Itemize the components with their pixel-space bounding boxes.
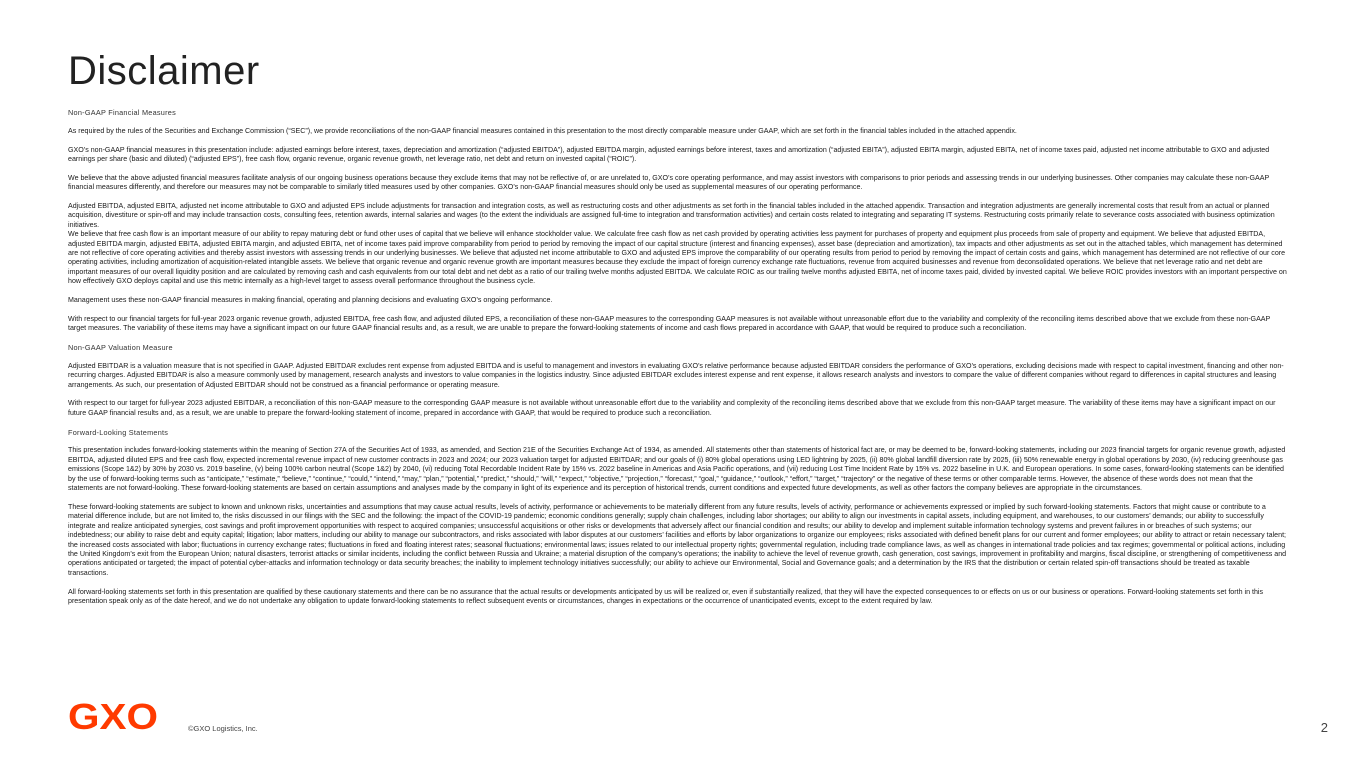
paragraph: As required by the rules of the Securities and Exchange Commission (“SEC”), we provide reconciliations of the non-GAAP financial measures contained in this presentation to the most directly comparable measure under GAAP, which are set forth in the financial tables included in the attached appendix. <box>68 126 1017 135</box>
page-title: Disclaimer <box>68 49 260 93</box>
paragraph: We believe that free cash flow is an important measure of our ability to repay maturing debt or fund other uses of capital that we believe will enhance stockholder value. We calculate free cash flow as net cash provided by operating activities less payment for purchases of property and equipment plus proceeds from sale of property and equipment. We believe that adjusted EBITDA, adjusted EBITDA margin, adjusted EBITA, adjusted EBITA margin, and adjusted EBITA, net of income taxes paid improve comparability from period to period by removing the impact of our capital structure (interest and financing expenses), asset base (depreciation and amortization), tax impacts and other adjustments as set out in the attached tables, which management has determined are not reflective of core operating activities and thereby assist investors with assessing trends in our underlying businesses. We believe that adjusted net income attributable to GXO and adjusted EPS improve the comparability of our operating results from period to period by removing the impact of certain costs and gains, which management has determined are not reflective of our core operating activities, including amortization of acquisition-related intangible assets. We believe that organic revenue and organic revenue growth are important measures because they exclude the impact of foreign currency exchange rate fluctuations, revenue from acquired businesses and revenue from deconsolidated operations. We believe that net leverage ratio and net debt are important measures of our overall liquidity position and are calculated by removing cash and cash equivalents from our total debt and net debt as a ratio of our trailing twelve months adjusted EBITDA. We calculate ROIC as our trailing twelve months adjusted EBITA, net of income taxes paid, divided by invested capital. We believe ROIC provides investors with an important perspective on how effectively GXO deploys capital and use this metric internally as a high-level target to assess overall performance throughout the business cycle. <box>68 230 1287 286</box>
page-number: 2 <box>1320 720 1328 735</box>
logo-wordmark: GXO <box>68 701 158 731</box>
copyright-notice: ©GXO Logistics, Inc. <box>188 724 258 733</box>
section-heading-forward-looking-statements: Forward-Looking Statements <box>68 427 169 437</box>
paragraph: With respect to our financial targets for full-year 2023 organic revenue growth, adjusted EBITDA, free cash flow, and adjusted diluted EPS, a reconciliation of these non-GAAP measures to the corresponding GAAP measures is not available without unreasonable effort due to the variability and complexity of the reconciling items described above that we exclude from these non-GAAP target measures. The variability of these items may have a significant impact on our future GAAP financial results and, as a result, we are unable to prepare the forward-looking statements of income and cash flows prepared in accordance with GAAP, that would be required to produce such a reconciliation. <box>68 314 1271 333</box>
paragraph: GXO’s non-GAAP financial measures in this presentation include: adjusted earnings before interest, taxes, depreciation and amortization (“adjusted EBITDA”), adjusted EBITDA margin, adjusted earnings before interest, taxes and amortization (“adjusted EBITA”), adjusted EBITA margin, adjusted EBITA, net of income taxes paid, adjusted net income attributable to GXO and adjusted earnings per share (basic and diluted) (“adjusted EPS”), free cash flow, organic revenue, organic revenue growth, net leverage ratio, net debt and return on invested capital (“ROIC”). <box>68 145 1270 163</box>
paragraph: Management uses these non-GAAP financial measures in making financial, operating and planning decisions and evaluating GXO’s ongoing performance. <box>68 296 553 305</box>
paragraph: These forward-looking statements are subject to known and unknown risks, uncertainties and assumptions that may cause actual results, levels of activity, performance or achievements to be materially different from any future results, levels of activity, performance or achievements expressed or implied by such forward-looking statements. Factors that might cause or contribute to a material difference include, but are not limited to, the risks discussed in our filings with the SEC and the following: the impact of the COVID-19 pandemic; economic conditions generally; supply chain challenges, including labor shortages; our ability to align our investments in capital assets, including equipment, and warehouses, to our customers’ demands; our ability to successfully integrate and realize anticipated synergies, cost savings and profit improvement opportunities with respect to acquired companies; unsuccessful acquisitions or other risks or developments that adversely affect our financial condition and results; our ability to develop and implement suitable information technology systems and prevent failures in or breaches of such systems; our indebtedness; our ability to raise debt and equity capital; litigation; labor matters, including our ability to manage our subcontractors, and risks associated with labor disputes at our customers’ facilities and efforts by labor organizations to organize our employees; risks associated with defined benefit plans for our current and former employees; our ability to attract or retain necessary talent; the increased costs associated with labor; fluctuations in currency exchange rates; fluctuations in fixed and floating interest rates; seasonal fluctuations; environmental laws; issues related to our intellectual property rights; governmental regulation, including trade compliance laws, as well as changes in international trade policies and tax regimes; governmental or political actions, including the United Kingdom’s exit from the European Union; natural disasters, terrorist attacks or similar incidents, including the conflict between Russia and Ukraine; a material disruption of the company’s operations; the inability to achieve the level of revenue growth, cash generation, cost savings, improvement in profitability and margins, fiscal discipline, or strengthening of competitiveness and operations anticipated or targeted; the impact of potential cyber-attacks and information technology or data security breaches; the inability to implement technology initiatives successfully; our ability to achieve our Environmental, Social and Governance goals; and a determination by the IRS that the distribution or certain related spin-off transactions should be treated as taxable transactions. <box>68 502 1287 577</box>
paragraph: We believe that the above adjusted financial measures facilitate analysis of our ongoing business operations because they exclude items that may not be reflective of, or are unrelated to, GXO’s core operating performance, and may assist investors with comparisons to prior periods and assessing trends in our underlying businesses. Other companies may calculate these non-GAAP financial measures differently, and therefore our measures may not be comparable to similarly titled measures used by other companies. GXO’s non-GAAP financial measures should only be used as supplemental measures of our operating performance. <box>68 173 1270 192</box>
section-heading-non-gaap-valuation-measure: Non-GAAP Valuation Measure <box>68 343 173 353</box>
paragraph: With respect to our target for full-year 2023 adjusted EBITDAR, a reconciliation of this non-GAAP measure to the corresponding GAAP measure is not available without unreasonable effort due to the variability and complexity of the reconciling items described above that we exclude from this non-GAAP target measure. The variability of these items may have a significant impact on our future GAAP financial results and, as a result, we are unable to prepare the forward-looking statement of income, prepared in accordance with GAAP, that would be required to produce such a reconciliation. <box>68 399 1276 417</box>
paragraph: All forward-looking statements set forth in this presentation are qualified by these cautionary statements and there can be no assurance that the actual results or developments anticipated by us will be realized or, even if substantially realized, that they will have the expected consequences to or effects on us or our business or operations. Forward-looking statements set forth in this presentation speak only as of the date hereof, and we do not undertake any obligation to update forward-looking statements to reflect subsequent events or circumstances, changes in expectations or the occurrence of unanticipated events, except to the extent required by law. <box>68 587 1264 605</box>
disclaimer-body <box>68 108 1287 616</box>
paragraph: This presentation includes forward-looking statements within the meaning of Section 27A of the Securities Act of 1933, as amended, and Section 21E of the Securities Exchange Act of 1934, as amended. All statements other than statements of historical fact are, or may be deemed to be, forward-looking statements, including our 2023 financial targets for organic revenue growth, adjusted EBITDA, adjusted diluted EPS and free cash flow, expected incremental revenue impact of new customer contracts in 2023 and 2024; our 2023 valuation target for adjusted EBITDAR; and our goals of (i) 80% global operations using LED lightning by 2025, (ii) 80% global landfill diversion rate by 2025, (iii) 50% renewable energy in global operations by 2030, (iv) reducing greenhouse gas emissions (Scope 1&2) by 30% by 2030 vs. 2019 baseline, (v) being 100% carbon neutral (Scope 1&2) by 2040, (vi) reducing Total Recordable Incident Rate by 15% vs. 2022 baseline in Americas and Asia Pacific operations, and (vii) reducing Lost Time Incident Rate by 15% vs. 2022 baseline in U.K. and European operations. In some cases, forward-looking statements can be identified by the use of forward-looking terms such as “anticipate,” “estimate,” “believe,” “continue,” “could,” “intend,” “may,” “plan,” “potential,” “predict,” “should,” “will,” “expect,” “objective,” “projection,” “forecast,” “goal,” “guidance,” “outlook,” “effort,” “target,” “trajectory” or the negative of these terms or other comparable terms. However, the absence of these words does not mean that the statements are not forward-looking. These forward-looking statements are based on certain assumptions and analyses made by the company in light of its experience and its perception of historical trends, current conditions and expected future developments, as well as other factors the company believes are appropriate in the circumstances. <box>68 446 1286 493</box>
gxo-logo <box>68 701 158 731</box>
paragraph: Adjusted EBITDAR is a valuation measure that is not specified in GAAP. Adjusted EBITDAR excludes rent expense from adjusted EBITDA and is useful to management and investors in evaluating GXO’s relative performance because adjusted EBITDAR considers the performance of GXO’s operations, excluding decisions made with respect to capital investment, financing and other non-recurring charges. Adjusted EBITDAR is also a measure commonly used by management, research analysts and investors to value companies in the logistics industry. Since adjusted EBITDAR excludes interest expense and rent expense, it allows research analysts and investors to compare the value of different companies without regard to differences in capital structures and leasing arrangements. As such, our presentation of Adjusted EBITDAR should not be construed as a financial performance or operating measure. <box>68 361 1284 389</box>
section-heading-non-gaap-financial-measures: Non-GAAP Financial Measures <box>68 108 177 117</box>
paragraph: Adjusted EBITDA, adjusted EBITA, adjusted net income attributable to GXO and adjusted EPS include adjustments for transaction and integration costs, as well as restructuring costs and other adjustments as set forth in the financial tables included in the attached appendix. Transaction and integration adjustments are generally incremental costs that result from an actual or planned acquisition, divestiture or spin-off and may include transaction costs, consulting fees, retention awards, internal salaries and wages (to the extent the individuals are assigned full-time to integration and transformation activities) and certain costs related to integrating and separating IT systems. Restructuring costs primarily relate to severance costs associated with business optimization initiatives. <box>68 202 1275 229</box>
